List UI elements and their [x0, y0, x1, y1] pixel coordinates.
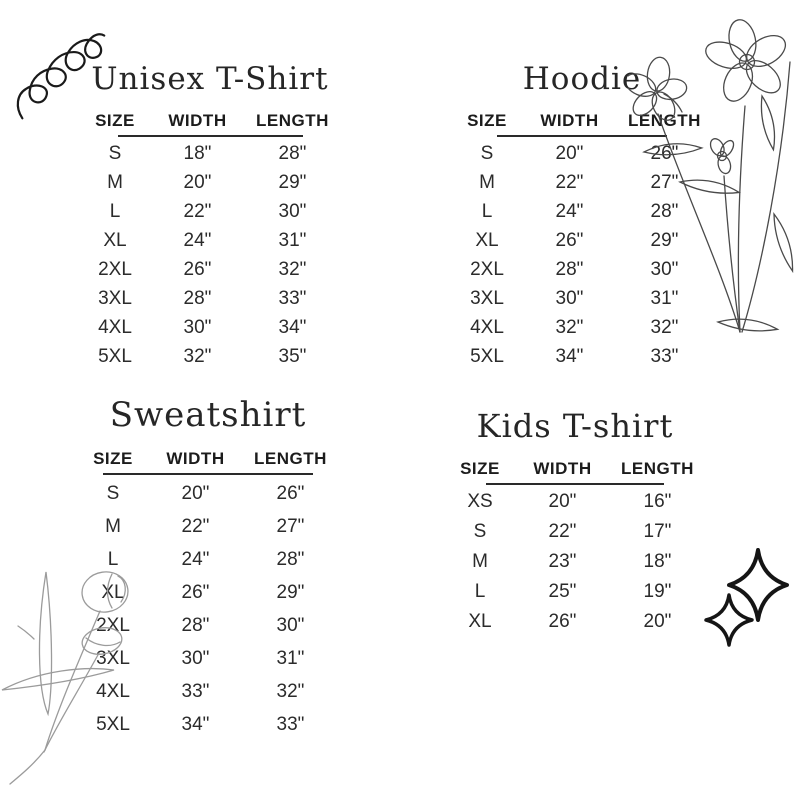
size-cell: 3XL: [470, 287, 504, 309]
column-header: SIZE: [95, 111, 135, 130]
size-cell: L: [481, 200, 493, 222]
size-cell: 3XL: [96, 647, 130, 669]
tulips-line-art-icon: [0, 538, 140, 786]
size-cell: 2XL: [470, 258, 504, 280]
width-cell: 22": [181, 515, 210, 537]
flowers-line-art-icon: [628, 4, 800, 337]
width-cell: 30": [181, 647, 210, 669]
size-cell: 5XL: [470, 345, 504, 367]
length-cell: 31": [650, 287, 679, 309]
width-cell: 30": [183, 316, 212, 338]
width-cell: 26": [548, 611, 577, 632]
width-cell: 28": [181, 614, 210, 636]
header-divider: [118, 135, 303, 137]
table-title: Unisex T-Shirt: [91, 61, 329, 97]
size-cell: XL: [475, 229, 499, 251]
width-cell: 28": [183, 287, 212, 309]
column-header: WIDTH: [168, 111, 227, 130]
length-cell: 32": [276, 680, 305, 702]
length-cell: 16": [643, 491, 672, 512]
column-header: WIDTH: [540, 111, 599, 130]
length-cell: 33": [650, 345, 679, 367]
width-cell: 20": [181, 482, 210, 504]
width-cell: 28": [555, 258, 584, 280]
size-cell: 4XL: [96, 680, 130, 702]
size-cell: M: [472, 551, 488, 572]
table-title: Sweatshirt: [109, 395, 307, 435]
width-cell: 24": [555, 200, 584, 222]
table-row: [80, 168, 340, 197]
size-cell: 2XL: [98, 258, 132, 280]
length-cell: 17": [643, 521, 672, 542]
table-header-row: [80, 110, 340, 132]
length-cell: 27": [650, 171, 679, 193]
size-cell: L: [107, 548, 119, 570]
length-cell: 29": [276, 581, 305, 603]
size-cell: M: [479, 171, 495, 193]
header-divider: [103, 473, 313, 475]
size-cell: S: [473, 521, 487, 542]
column-header: LENGTH: [628, 111, 701, 130]
width-cell: 22": [548, 521, 577, 542]
spiral-scribble-icon: [15, 30, 107, 122]
table-header-row: [78, 448, 338, 470]
column-header: LENGTH: [256, 111, 329, 130]
width-cell: 20": [548, 491, 577, 512]
table-row: [80, 226, 340, 255]
width-cell: 26": [555, 229, 584, 251]
size-cell: XL: [101, 581, 125, 603]
length-cell: 28": [650, 200, 679, 222]
width-cell: 18": [183, 142, 212, 164]
size-cell: 2XL: [96, 614, 130, 636]
column-header: SIZE: [460, 459, 500, 478]
table-row: [80, 284, 340, 313]
length-cell: 34": [278, 316, 307, 338]
size-cell: XL: [468, 611, 492, 632]
column-header: SIZE: [93, 449, 133, 468]
size-table-kids-t-shirt: [445, 404, 705, 637]
sparkles-icon: [695, 538, 800, 653]
size-cell: S: [480, 142, 494, 164]
width-cell: 30": [555, 287, 584, 309]
size-cell: 4XL: [470, 316, 504, 338]
width-cell: 22": [555, 171, 584, 193]
size-cell: 5XL: [98, 345, 132, 367]
size-table-unisex-t-shirt: [80, 58, 340, 371]
table-row: [452, 342, 712, 371]
length-cell: 27": [276, 515, 305, 537]
length-cell: 30": [650, 258, 679, 280]
size-cell: M: [107, 171, 123, 193]
table-row: [445, 547, 705, 577]
length-cell: 29": [278, 171, 307, 193]
width-cell: 32": [555, 316, 584, 338]
table-body: [80, 139, 340, 371]
size-cell: S: [106, 482, 120, 504]
length-cell: 33": [278, 287, 307, 309]
width-cell: 26": [183, 258, 212, 280]
size-cell: 5XL: [96, 713, 130, 735]
table-row: [80, 197, 340, 226]
table-row: [80, 255, 340, 284]
size-cell: 4XL: [98, 316, 132, 338]
table-row: [445, 487, 705, 517]
table-row: [445, 577, 705, 607]
table-title: Kids T-shirt: [476, 407, 674, 445]
width-cell: 26": [181, 581, 210, 603]
length-cell: 32": [278, 258, 307, 280]
size-cell: XL: [103, 229, 127, 251]
table-row: [445, 607, 705, 637]
length-cell: 28": [278, 142, 307, 164]
size-cell: L: [109, 200, 121, 222]
table-row: [78, 477, 338, 510]
width-cell: 22": [183, 200, 212, 222]
length-cell: 29": [650, 229, 679, 251]
size-cell: XS: [467, 491, 493, 512]
table-body: [445, 487, 705, 637]
length-cell: 31": [278, 229, 307, 251]
column-header: LENGTH: [621, 459, 694, 478]
table-row: [80, 342, 340, 371]
header-divider: [486, 483, 664, 485]
column-header: WIDTH: [533, 459, 592, 478]
length-cell: 30": [276, 614, 305, 636]
length-cell: 31": [276, 647, 305, 669]
table-title: Hoodie: [522, 61, 642, 97]
width-cell: 34": [181, 713, 210, 735]
length-cell: 19": [643, 581, 672, 602]
width-cell: 24": [181, 548, 210, 570]
width-cell: 25": [548, 581, 577, 602]
table-row: [80, 139, 340, 168]
width-cell: 23": [548, 551, 577, 572]
table-row: [445, 517, 705, 547]
length-cell: 26": [276, 482, 305, 504]
column-header: LENGTH: [254, 449, 327, 468]
length-cell: 18": [643, 551, 672, 572]
length-cell: 26": [650, 142, 679, 164]
length-cell: 35": [278, 345, 307, 367]
width-cell: 34": [555, 345, 584, 367]
width-cell: 20": [555, 142, 584, 164]
length-cell: 20": [643, 611, 672, 632]
table-row: [80, 313, 340, 342]
column-header: WIDTH: [166, 449, 225, 468]
size-cell: M: [105, 515, 121, 537]
table-header-row: [445, 458, 705, 480]
length-cell: 32": [650, 316, 679, 338]
size-cell: S: [108, 142, 122, 164]
width-cell: 20": [183, 171, 212, 193]
size-cell: 3XL: [98, 287, 132, 309]
width-cell: 32": [183, 345, 212, 367]
column-header: SIZE: [467, 111, 507, 130]
length-cell: 28": [276, 548, 305, 570]
size-cell: L: [474, 581, 486, 602]
width-cell: 24": [183, 229, 212, 251]
width-cell: 33": [181, 680, 210, 702]
length-cell: 33": [276, 713, 305, 735]
length-cell: 30": [278, 200, 307, 222]
